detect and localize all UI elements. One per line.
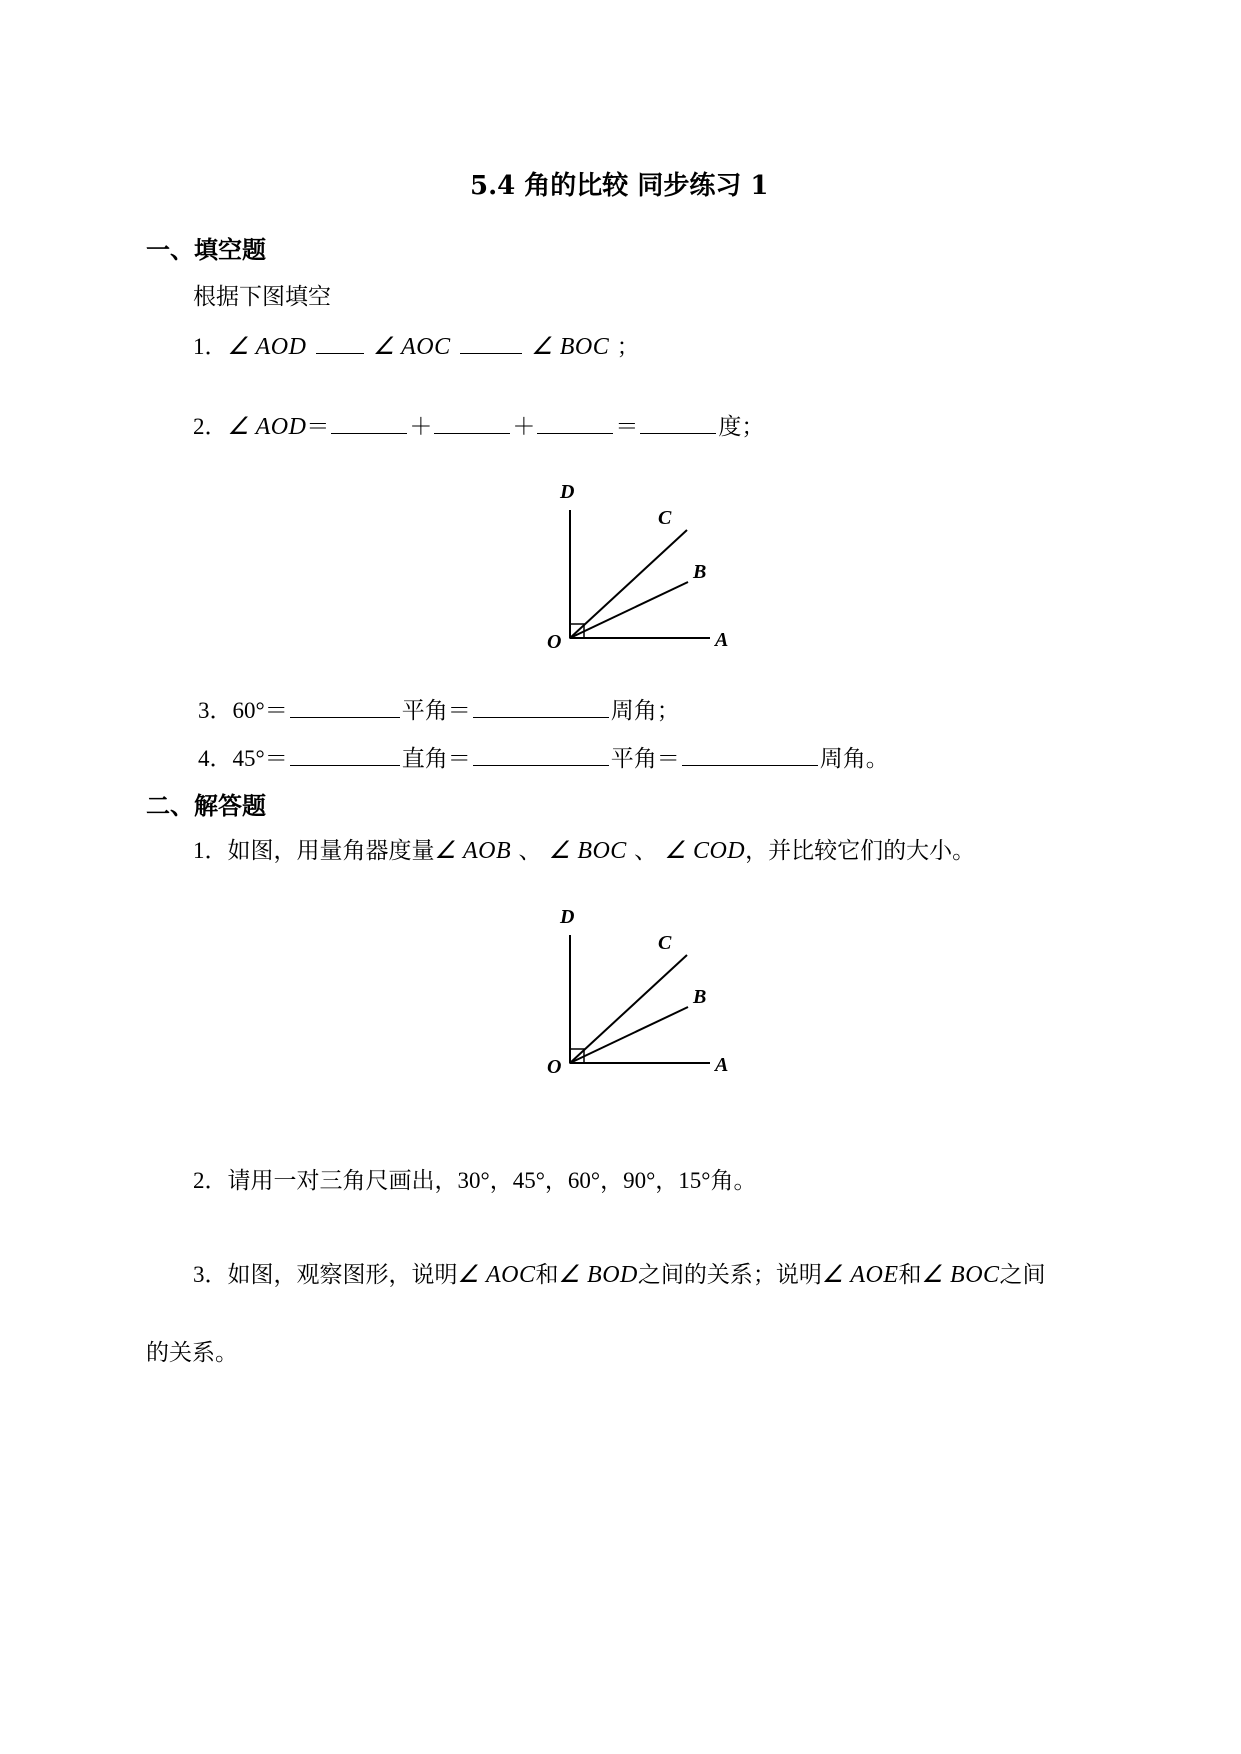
angle-boc: ∠ BOC: [531, 334, 610, 360]
answer-blank[interactable]: [290, 743, 400, 766]
question-1-4: 4．45°＝ 直角＝ 平角＝ 周角。: [198, 740, 889, 773]
section-heading-answer: 二、解答题: [146, 792, 266, 820]
answer-blank[interactable]: [434, 411, 510, 434]
answer-blank[interactable]: [473, 743, 609, 766]
answer-blank[interactable]: [316, 331, 364, 354]
label-b: B: [693, 561, 707, 583]
angle-bod: ∠ BOD: [558, 1262, 638, 1288]
angle-aob: ∠ AOB: [434, 838, 512, 864]
angle-figure-2: [540, 895, 760, 1085]
question-1-3: 3．60°＝ 平角＝ 周角；: [198, 692, 680, 725]
question-2-3-continued: 的关系。: [146, 1340, 238, 1366]
label-c: C: [658, 507, 672, 529]
angle-aoc: ∠ AOC: [457, 1262, 536, 1288]
angle-aoc: ∠ AOC: [373, 334, 451, 360]
label-b: B: [693, 986, 707, 1008]
question-1-2: 2．∠ AOD＝ ＋ ＋ ＝ 度；: [193, 408, 764, 441]
label-o: O: [547, 631, 562, 653]
answer-blank[interactable]: [682, 743, 818, 766]
label-d: D: [560, 481, 575, 503]
angle-boc: ∠ BOC: [921, 1262, 1000, 1288]
answer-blank[interactable]: [460, 331, 522, 354]
angle-aoe: ∠ AOE: [821, 1262, 899, 1288]
question-1-1: 1．∠ AOD ∠ AOC ∠ BOC ；: [193, 328, 640, 361]
angle-boc: ∠ BOC: [548, 838, 627, 864]
question-2-1: 1．如图，用量角器度量∠ AOB 、 ∠ BOC 、 ∠ COD，并比较它们的大小。: [193, 838, 976, 864]
angle-aod: ∠ AOD: [227, 334, 307, 360]
question-2-3: 3．如图，观察图形，说明∠ AOC和∠ BOD之间的关系；说明∠ AOE和∠ BOC之间: [193, 1262, 1046, 1288]
label-c: C: [658, 932, 672, 954]
ray-ob: [570, 582, 688, 638]
answer-blank[interactable]: [537, 411, 613, 434]
section-intro: 根据下图填空: [193, 284, 331, 310]
angle-cod: ∠ COD: [664, 838, 746, 864]
answer-blank[interactable]: [331, 411, 407, 434]
ray-ob: [570, 1007, 688, 1063]
question-2-2: 2．请用一对三角尺画出，30°，45°，60°，90°，15°角。: [193, 1168, 757, 1194]
ray-oc: [570, 955, 687, 1063]
label-a: A: [715, 1054, 729, 1076]
angle-figure-1: [540, 470, 760, 660]
ray-oc: [570, 530, 687, 638]
answer-blank[interactable]: [290, 695, 400, 718]
label-o: O: [547, 1056, 562, 1078]
answer-blank[interactable]: [473, 695, 609, 718]
page-title: 5.4 角的比较 同步练习 1: [470, 171, 769, 201]
angle-aod: ∠ AOD: [227, 414, 307, 440]
section-heading-fill-blank: 一、填空题: [146, 236, 266, 264]
label-d: D: [560, 906, 575, 928]
answer-blank[interactable]: [640, 411, 716, 434]
label-a: A: [715, 629, 729, 651]
